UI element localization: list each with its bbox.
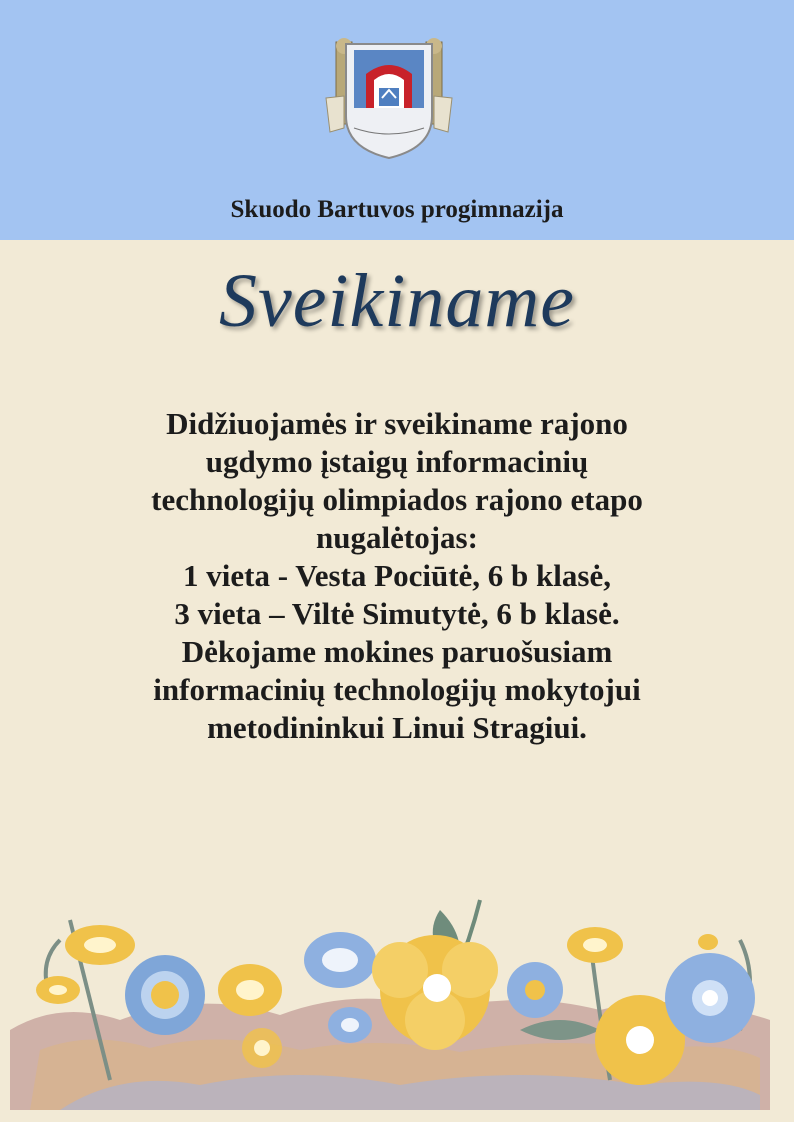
congratulation-message [60,405,734,747]
message-line: technologijų olimpiados rajono etapo [151,482,643,517]
school-name: Skuodo Bartuvos progimnazija [230,196,564,223]
message-line: 1 vieta - Vesta Pociūtė, 6 b klasė, [183,558,611,593]
message-line: metodininkui Linui Stragiui. [207,710,587,745]
header-band [0,0,794,240]
message-line: informacinių technologijų mokytojui [153,672,641,707]
page-title: Sveikiname [218,259,576,343]
school-crest-logo [324,36,454,160]
message-line: nugalėtojas: [316,520,478,555]
message-line: Dėkojame mokines paruošusiam [181,634,613,669]
message-line: 3 vieta – Viltė Simutytė, 6 b klasė. [174,596,620,631]
message-line: Didžiuojamės ir sveikiname rajono [166,406,628,441]
message-line: ugdymo įstaigų informacinių [205,444,589,479]
flower-border-decoration [0,880,794,1122]
